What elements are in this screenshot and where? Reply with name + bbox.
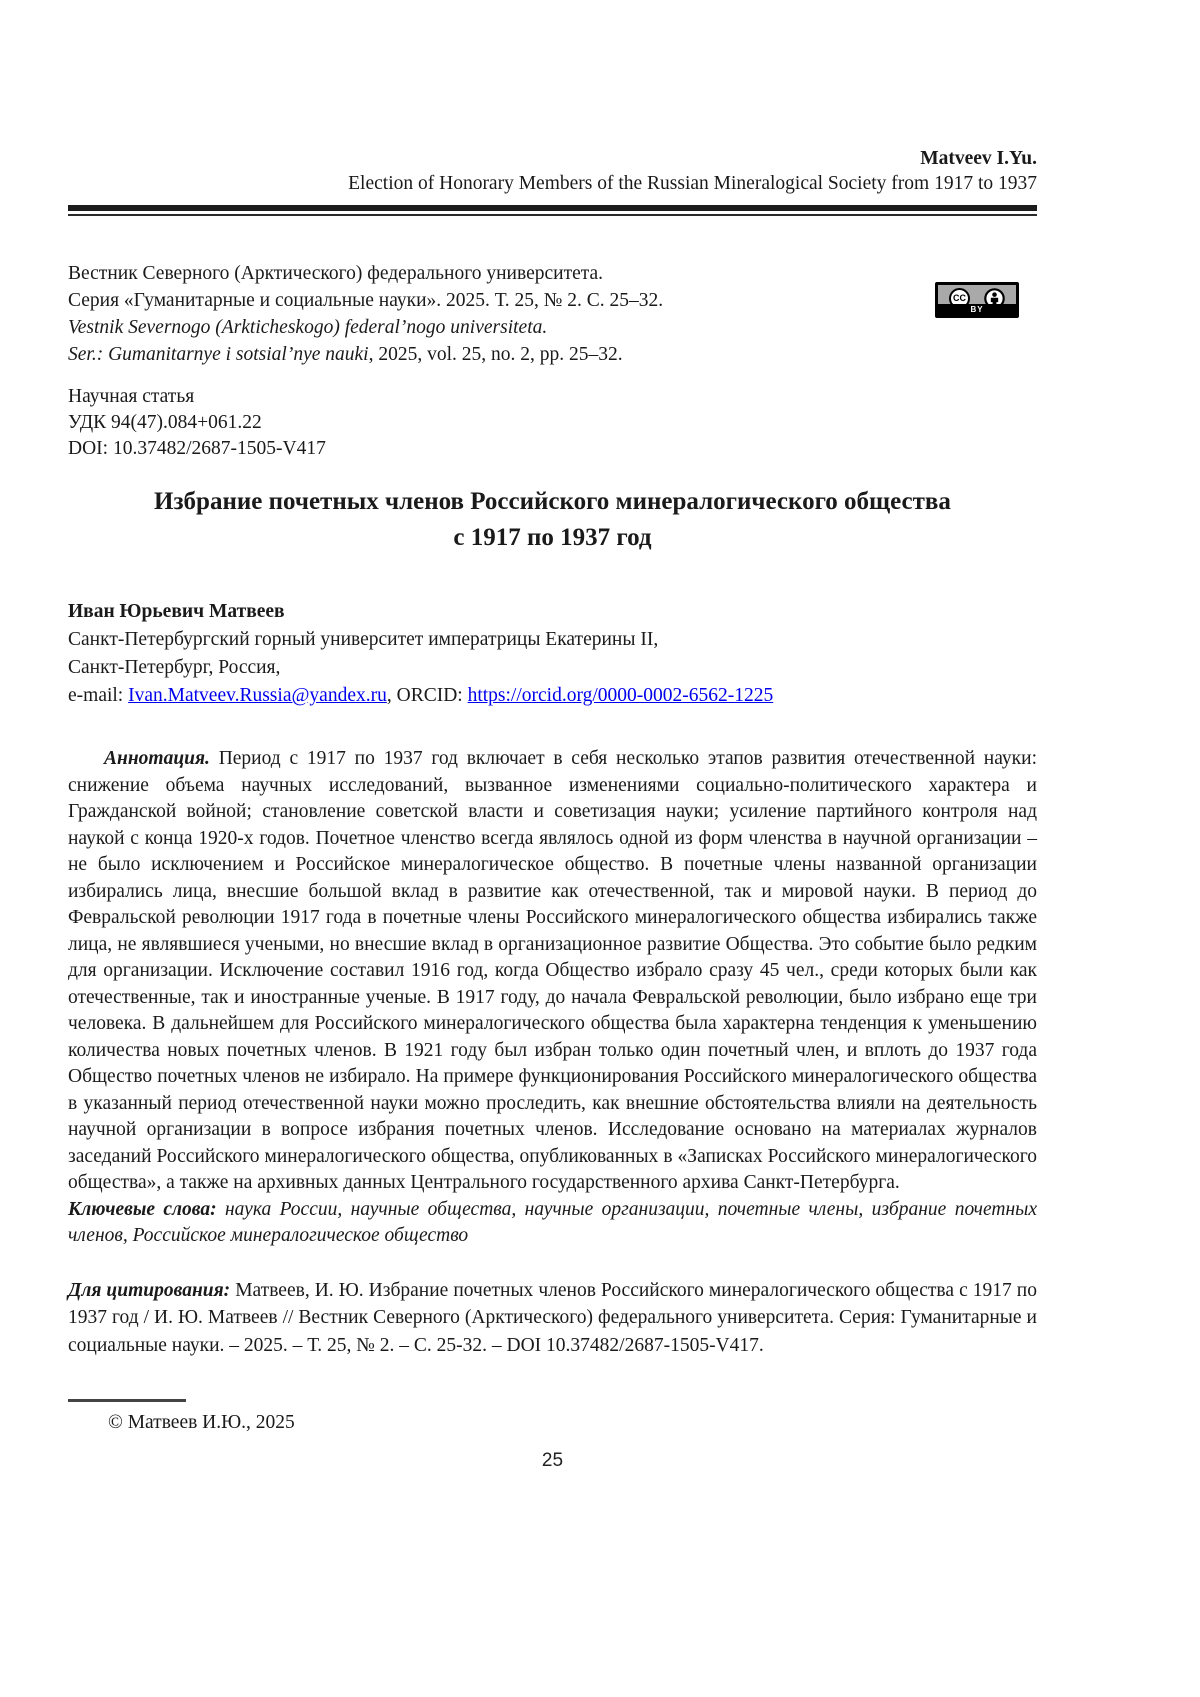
orcid-label: , ORCID: (386, 685, 468, 706)
email-label: e-mail: (68, 685, 129, 706)
author-affiliation-1: Санкт-Петербургский горный университет императрицы Екатерины II, (68, 629, 659, 650)
author-name: Иван Юрьевич Матвеев (68, 601, 285, 622)
journal-line-translit-2-italic: Ser.: Gumanitarnye i sotsial’nye nauki (68, 344, 369, 365)
citation-label: Для цитирования: (68, 1279, 231, 1301)
footnote-block (68, 1399, 1037, 1436)
keywords-label: Ключевые слова: (68, 1198, 217, 1220)
header-rule-thin (68, 214, 1037, 217)
article-title (68, 484, 1037, 556)
article-title-line-1: Избрание почетных членов Российского минералогического общества (154, 488, 951, 515)
author-contacts (68, 682, 1037, 710)
copyright-notice: © Матвеев И.Ю., 2025 (108, 1411, 295, 1433)
article-udc: УДК 94(47).084+061.22 (68, 412, 262, 433)
header-rule-thick (68, 205, 1037, 211)
author-block (68, 598, 1037, 710)
running-head-title: Election of Honorary Members of the Russian Mineralogical Society from 1917 to 1937 (348, 173, 1037, 194)
citation-section (68, 1277, 1037, 1360)
running-head-author: Matveev I.Yu. (920, 148, 1037, 169)
abstract-body: Период с 1917 по 1937 год включает в себя несколько этапов развития отечественной науки: снижение объема научных исследований, вызванное изменениями социально-политического характера и Гражданской войной; становление советской власти и советизация науки; усиление партийного контроля над наукой с конца 1920-х годов. Почетное членство всегда являлось одной из форм членства в научной организации – не было исключением и Российское минералогическое общество. В почетные члены названной организации избирались лица, внесшие большой вклад в развитие как отечественной, так и мировой науки. В период до Февральской революции 1917 года в почетные члены Российского минералогического общества избирались также лица, не являвшиеся учеными, но внесшие вклад в организационное развитие Общества. Это событие было редким для организации. Исключение составил 1916 год, когда Общество избрало сразу 45 чел., среди которых были как отечественные, так и иностранные ученые. В 1917 году, до начала Февральской революции, было избрано еще три человека. В дальнейшем для Российского минералогического общества была характерна тенденция к уменьшению количества новых почетных членов. В 1921 году был избран только один почетный член, и вплоть до 1937 года Общество почетных членов не избирало. На примере функционирования Российского минералогического общества в указанный период отечественной науки можно проследить, как внешние обстоятельства влияли на деятельность научной организации в вопросе избрания почетных членов. Исследование основано на материалах журналов заседаний Российского минералогического общества, опубликованных в «Записках Российского минералогического общества», а также на архивных данных Центрального государственного архива Санкт-Петербурга. (68, 748, 1037, 1193)
author-affiliation-2: Санкт-Петербург, Россия, (68, 657, 281, 678)
cc-badge-by-label: BY (938, 304, 1016, 315)
citation-body: Матвеев, И. Ю. Избрание почетных членов Российского минералогического общества с 1917 по 1937 год / И. Ю. Матвеев // Вестник Северного (Арктического) федерального университета. Серия: Гуманитарные и социальные науки. – 2025. – Т. 25, № 2. – С. 25-32. – DOI 10.37482/2687-1505-V417. (68, 1279, 1037, 1356)
cc-by-license-badge (935, 282, 1019, 318)
page-number: 25 (541, 1450, 564, 1471)
running-head (68, 0, 1037, 196)
journal-line-translit-2 (68, 341, 1037, 368)
keywords-paragraph (68, 1197, 1037, 1250)
header-double-rule (68, 205, 1037, 216)
abstract-section (68, 746, 1037, 1250)
abstract-paragraph (68, 746, 1037, 1197)
journal-line-ru-2: Серия «Гуманитарные и социальные науки». 2025. Т. 25, № 2. С. 25–32. (68, 290, 664, 311)
journal-line-translit-1: Vestnik Severnogo (Arkticheskogo) federal’nogo universiteta. (68, 317, 548, 338)
email-link[interactable]: Ivan.Matveev.Russia@yandex.ru (128, 685, 387, 706)
article-type: Научная статья (68, 386, 195, 407)
keywords-body: наука России, научные общества, научные организации, почетные члены, избрание почетных членов, Российское минералогическое общество (68, 1198, 1038, 1246)
journal-line-translit-2-regular: , 2025, vol. 25, no. 2, pp. 25–32. (368, 344, 623, 365)
journal-info (68, 260, 1037, 368)
article-title-line-2: с 1917 по 1937 год (453, 524, 652, 551)
citation-paragraph (68, 1277, 1037, 1360)
article-meta (68, 384, 1037, 462)
article-doi: DOI: 10.37482/2687-1505-V417 (68, 438, 326, 459)
cc-icon: CC (949, 288, 970, 309)
orcid-link[interactable]: https://orcid.org/0000-0002-6562-1225 (467, 685, 774, 706)
footnote-rule (68, 1399, 186, 1402)
abstract-label: Аннотация. (104, 748, 210, 769)
journal-line-ru-1: Вестник Северного (Арктического) федерального университета. (68, 263, 604, 284)
